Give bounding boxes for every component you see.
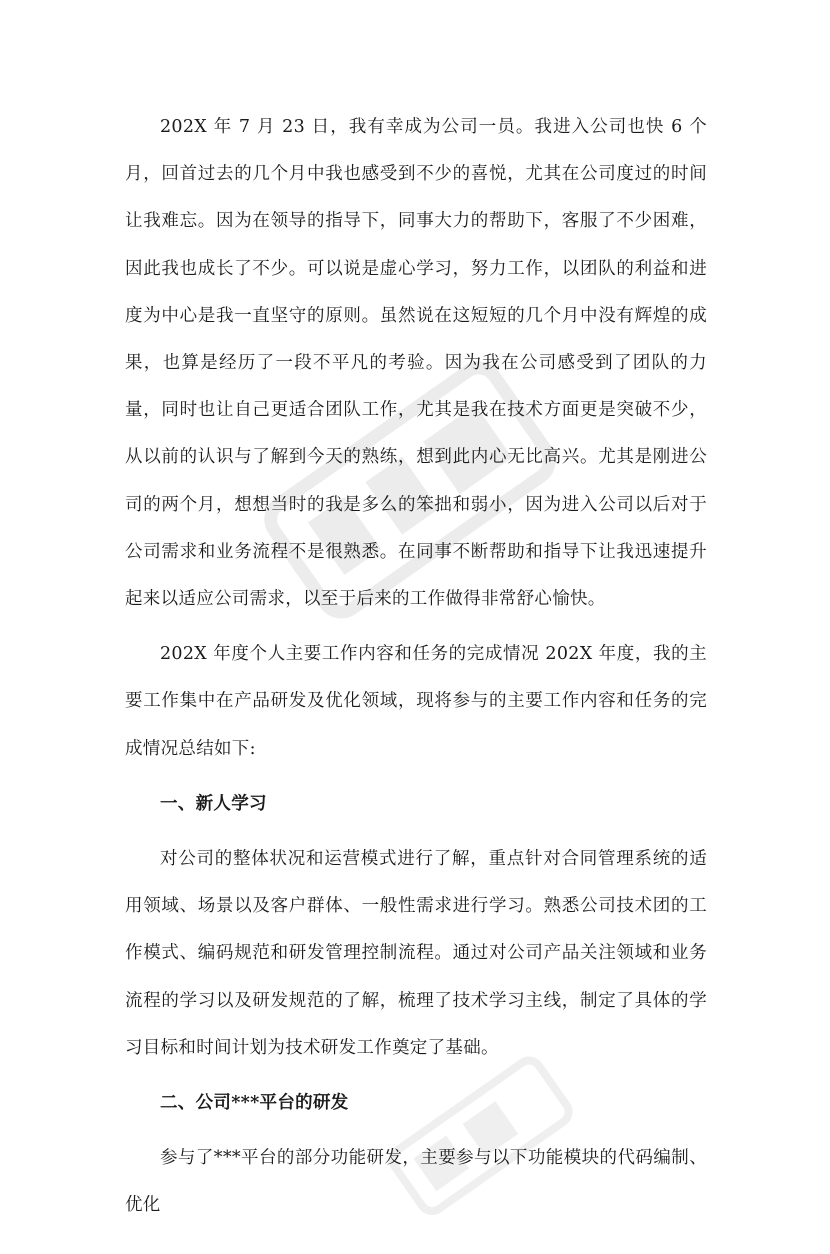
section-heading-platform-rd: 二、公司***平台的研发 — [160, 1093, 349, 1114]
document-body — [125, 104, 707, 1230]
intro-paragraph: 202X 年 7 月 23 日，我有幸成为公司一员。我进入公司也快 6 个月，回首过去的几个月中我也感受到不少的喜悦，尤其在公司度过的时间让我难忘。因为在领导的指导下，同事大力的帮助下，客服了不少困难，因此我也成长了不少。可以说是虚心学习，努力工作，以团队的利益和进度为中心是我一直坚守的原则。虽然说在这短短的几个月中没有辉煌的成果，也算是经历了一段不平凡的考验。因为我在公司感受到了团队的力量，同时也让自己更适合团队工作，尤其是我在技术方面更是突破不少，从以前的认识与了解到今天的熟练，想到此内心无比高兴。尤其是刚进公司的两个月，想想当时的我是多么的笨拙和弱小，因为进入公司以后对于公司需求和业务流程不是很熟悉。在同事不断帮助和指导下让我迅速提升起来以适应公司需求，以至于后来的工作做得非常舒心愉快。 — [125, 117, 707, 610]
overview-paragraph: 202X 年度个人主要工作内容和任务的完成情况 202X 年度，我的主要工作集中在产品研发及优化领域，现将参与的主要工作内容和任务的完成情况总结如下: — [125, 644, 707, 759]
section-heading-new-learning: 一、新人学习 — [160, 793, 267, 814]
section1-paragraph: 对公司的整体状况和运营模式进行了解，重点针对合同管理系统的适用领域、场景以及客户群体、一般性需求进行学习。熟悉公司技术团的工作模式、编码规范和研发管理控制流程。通过对公司产品关注领域和业务流程的学习以及研发规范的了解，梳理了技术学习主线，制定了具体的学习目标和时间计划为技术研发工作奠定了基础。 — [125, 849, 707, 1058]
section2-paragraph: 参与了***平台的部分功能研发，主要参与以下功能模块的代码编制、优化 — [125, 1148, 707, 1216]
